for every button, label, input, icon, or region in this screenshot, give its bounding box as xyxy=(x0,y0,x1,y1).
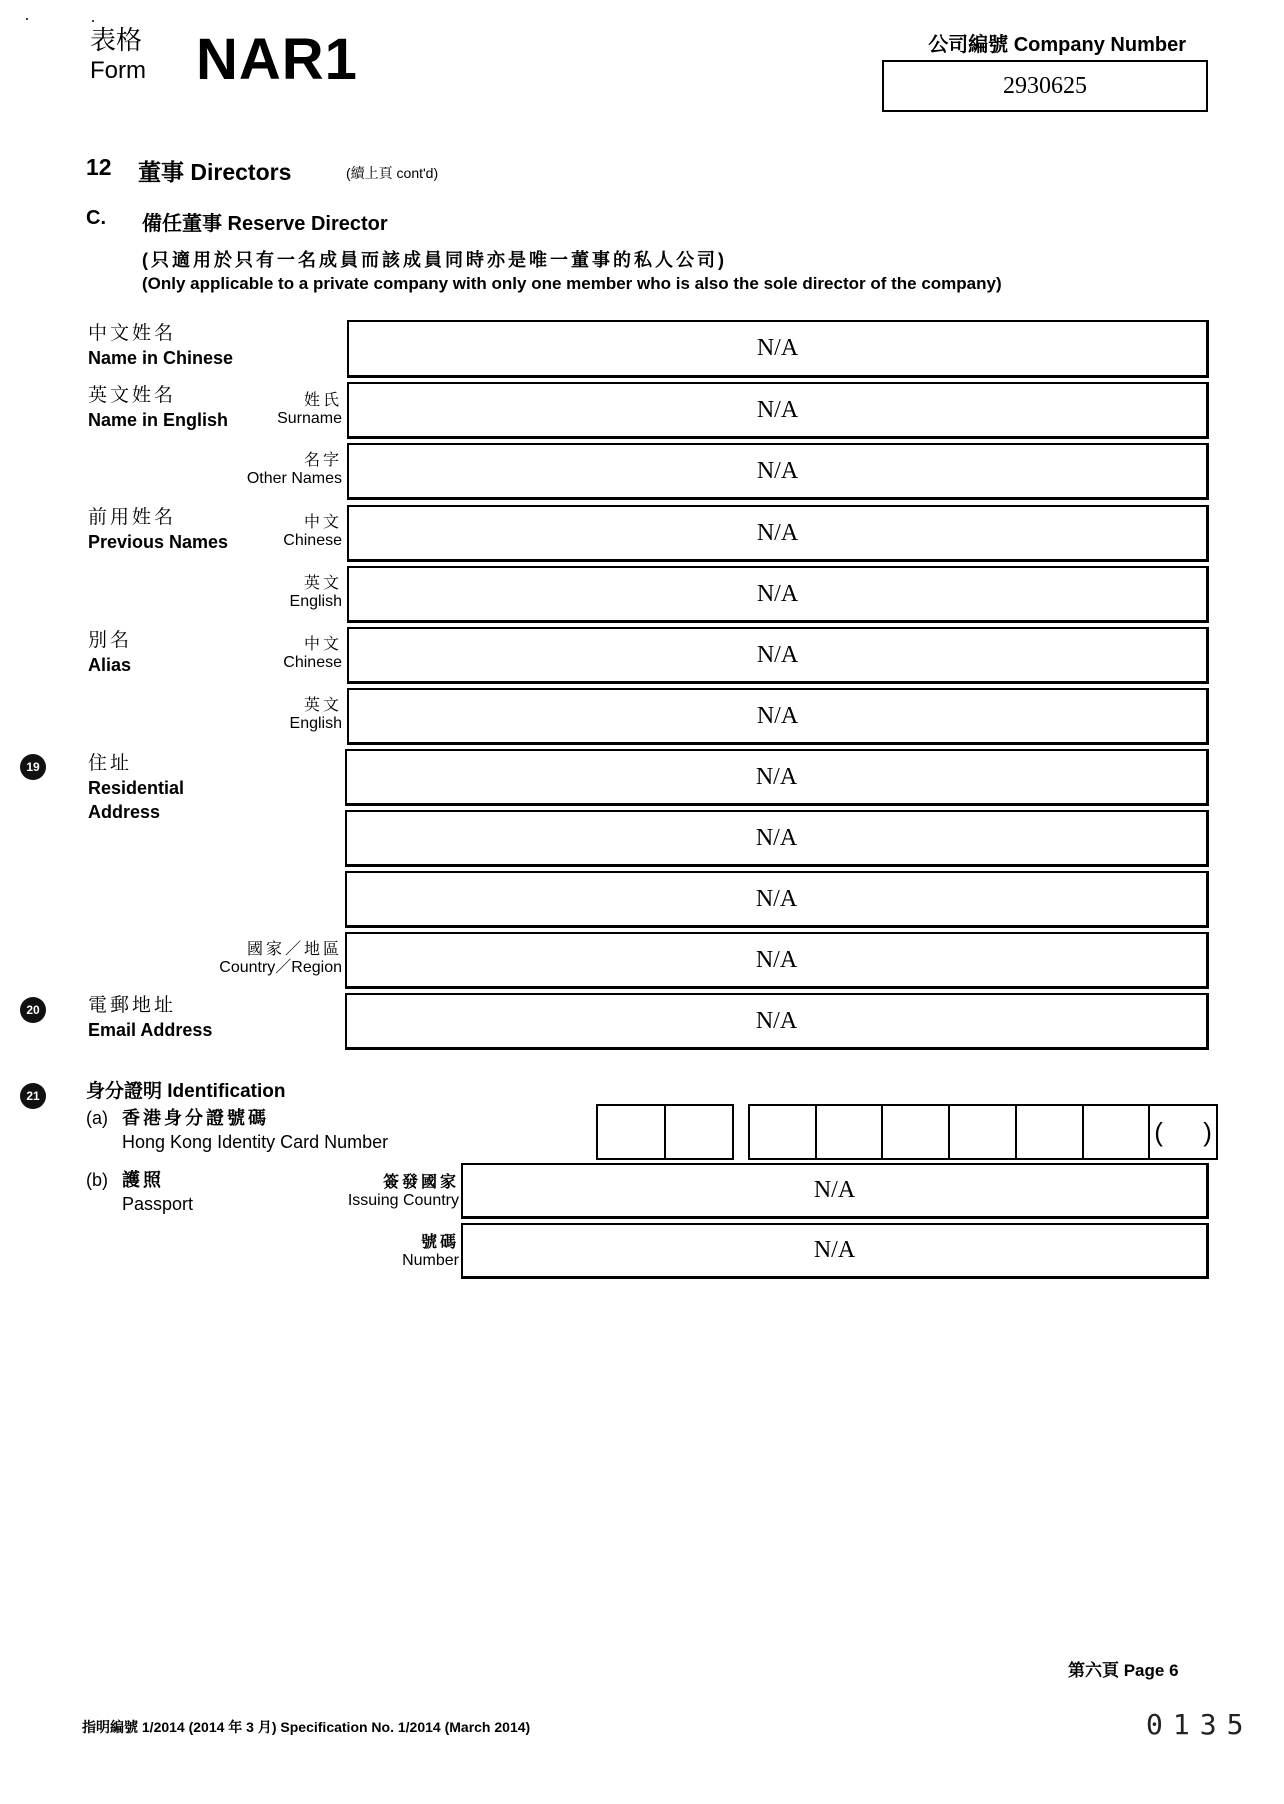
previous-names-chinese-field[interactable] xyxy=(347,505,1209,562)
hkid-digit-box-3[interactable] xyxy=(883,1106,950,1158)
field-value: N/A xyxy=(755,946,798,973)
field-value: N/A xyxy=(813,1177,856,1203)
residential-address-label xyxy=(88,752,184,824)
previous-names-label xyxy=(88,506,228,554)
field-value: N/A xyxy=(756,641,799,668)
name-english-label xyxy=(88,384,228,432)
field-value: N/A xyxy=(756,580,799,607)
previous-names-chinese-label-zh: 中文 xyxy=(303,514,342,531)
hkid-label-zh: 香港身分證號碼 xyxy=(122,1108,269,1128)
email-field[interactable] xyxy=(345,993,1209,1050)
form-code: NAR1 xyxy=(196,27,358,92)
previous-names-label-zh: 前用姓名 xyxy=(88,507,177,528)
field-value: N/A xyxy=(756,702,799,729)
alias-label xyxy=(88,629,132,677)
section-title: 董事 Directors xyxy=(138,159,292,185)
surname-label-en: Surname xyxy=(277,410,342,427)
name-english-label-zh: 英文姓名 xyxy=(88,385,177,406)
passport-issuing-country-field[interactable] xyxy=(461,1163,1209,1219)
country-region-label-zh: 國家／地區 xyxy=(246,941,342,958)
issuing-country-label xyxy=(348,1174,459,1210)
hkid-digit-box-5[interactable] xyxy=(1017,1106,1084,1158)
name-english-label-en: Name in English xyxy=(88,410,229,430)
hkid-prefix-boxes xyxy=(596,1104,734,1160)
hkid-label xyxy=(122,1106,388,1154)
document-stamp-number: 0135 xyxy=(1146,1708,1254,1741)
previous-names-chinese-label-en: Chinese xyxy=(283,532,342,549)
item-20-badge: 20 xyxy=(20,997,46,1023)
company-number-label: 公司編號 Company Number xyxy=(928,34,1186,56)
field-value: N/A xyxy=(756,457,799,484)
section-note: (續上頁 cont'd) xyxy=(346,165,439,181)
passport-label xyxy=(122,1168,193,1216)
scan-speck xyxy=(92,20,94,22)
passport-number-label-zh: 號碼 xyxy=(420,1234,459,1251)
hkid-label-en: Hong Kong Identity Card Number xyxy=(122,1132,389,1152)
hkid-digit-box-6[interactable] xyxy=(1084,1106,1151,1158)
subsection-letter: C. xyxy=(86,207,106,229)
check-open-paren: ( xyxy=(1154,1116,1163,1147)
passport-label-zh: 護照 xyxy=(122,1170,164,1190)
name-chinese-field[interactable] xyxy=(347,320,1209,378)
residential-address-line-2[interactable] xyxy=(345,810,1209,867)
other-names-label-zh: 名字 xyxy=(303,452,342,469)
surname-label-zh: 姓氏 xyxy=(303,392,342,409)
hkid-digit-boxes xyxy=(748,1104,1218,1160)
subsection-title: 備任董事 Reserve Director xyxy=(142,213,388,235)
name-chinese-label-zh: 中文姓名 xyxy=(88,323,177,344)
hkid-digit-box-2[interactable] xyxy=(817,1106,884,1158)
country-region-label xyxy=(219,941,342,977)
previous-names-english-label-en: English xyxy=(289,593,342,610)
field-value: N/A xyxy=(755,824,798,851)
subsection-note-zh: (只適用於只有一名成員而該成員同時亦是唯一董事的私人公司) xyxy=(142,250,727,270)
field-value: N/A xyxy=(755,763,798,790)
previous-names-english-field[interactable] xyxy=(347,566,1209,623)
residential-address-line-3[interactable] xyxy=(345,871,1209,928)
other-names-field[interactable] xyxy=(347,443,1209,500)
form-label-en: Form xyxy=(90,57,146,84)
field-value: N/A xyxy=(756,396,799,423)
issuing-country-label-en: Issuing Country xyxy=(347,1192,459,1209)
alias-chinese-label-en: Chinese xyxy=(283,654,342,671)
residential-address-label-en-2: Address xyxy=(88,802,161,822)
scan-speck xyxy=(26,18,28,20)
email-label xyxy=(88,994,212,1042)
country-region-field[interactable] xyxy=(345,932,1209,989)
passport-number-label-en: Number xyxy=(402,1252,459,1269)
company-number-value: 2930625 xyxy=(1003,72,1087,99)
issuing-country-label-zh: 簽發國家 xyxy=(382,1174,459,1191)
hkid-prefix: (a) xyxy=(86,1108,108,1128)
field-value: N/A xyxy=(755,885,798,912)
previous-names-english-label xyxy=(290,575,342,611)
residential-address-line-1[interactable] xyxy=(345,749,1209,806)
name-chinese-label xyxy=(88,322,233,370)
alias-chinese-label xyxy=(283,636,342,672)
surname-label xyxy=(277,392,342,428)
page-number: 第六頁 Page 6 xyxy=(1068,1661,1179,1680)
other-names-label-en: Other Names xyxy=(246,470,342,487)
email-label-zh: 電郵地址 xyxy=(88,995,177,1016)
residential-address-label-zh: 住址 xyxy=(88,753,133,774)
passport-prefix: (b) xyxy=(86,1170,108,1190)
field-value: N/A xyxy=(756,519,799,546)
alias-chinese-label-zh: 中文 xyxy=(303,636,342,653)
alias-english-label-en: English xyxy=(289,715,342,732)
section-number: 12 xyxy=(86,154,112,180)
email-label-en: Email Address xyxy=(88,1020,213,1040)
previous-names-label-en: Previous Names xyxy=(88,532,229,552)
hkid-letter-box-1[interactable] xyxy=(598,1106,666,1158)
alias-english-label-zh: 英文 xyxy=(303,697,342,714)
hkid-letter-box-2[interactable] xyxy=(666,1106,732,1158)
identification-title: 身分證明 Identification xyxy=(86,1081,286,1102)
alias-chinese-field[interactable] xyxy=(347,627,1209,684)
check-close-paren: ) xyxy=(1203,1116,1212,1147)
item-19-badge: 19 xyxy=(20,754,46,780)
item-21-badge: 21 xyxy=(20,1083,46,1109)
hkid-check-digit-box[interactable] xyxy=(1150,1106,1216,1158)
country-region-label-en: Country／Region xyxy=(219,959,342,976)
field-value: N/A xyxy=(755,1007,798,1034)
hkid-digit-box-4[interactable] xyxy=(950,1106,1017,1158)
previous-names-english-label-zh: 英文 xyxy=(303,575,342,592)
surname-field[interactable] xyxy=(347,382,1209,439)
passport-number-label xyxy=(402,1234,459,1270)
previous-names-chinese-label xyxy=(283,514,342,550)
passport-number-field[interactable] xyxy=(461,1223,1209,1279)
company-number-field[interactable] xyxy=(882,60,1208,112)
subsection-note-en: (Only applicable to a private company with only one member who is also the sole director of the company) xyxy=(142,274,1002,293)
alias-label-zh: 別名 xyxy=(88,630,133,651)
hkid-digit-box-1[interactable] xyxy=(750,1106,817,1158)
alias-english-field[interactable] xyxy=(347,688,1209,745)
form-label-zh: 表格 xyxy=(90,25,143,55)
field-value: N/A xyxy=(756,335,799,361)
passport-label-en: Passport xyxy=(122,1194,194,1214)
name-chinese-label-en: Name in Chinese xyxy=(88,348,234,368)
alias-label-en: Alias xyxy=(88,655,132,675)
residential-address-label-en-1: Residential xyxy=(88,778,185,798)
specification-note: 指明編號 1/2014 (2014 年 3 月) Specification No. 1/2014 (March 2014) xyxy=(82,1719,531,1735)
other-names-label xyxy=(247,452,342,488)
alias-english-label xyxy=(290,697,342,733)
field-value: N/A xyxy=(813,1237,856,1263)
